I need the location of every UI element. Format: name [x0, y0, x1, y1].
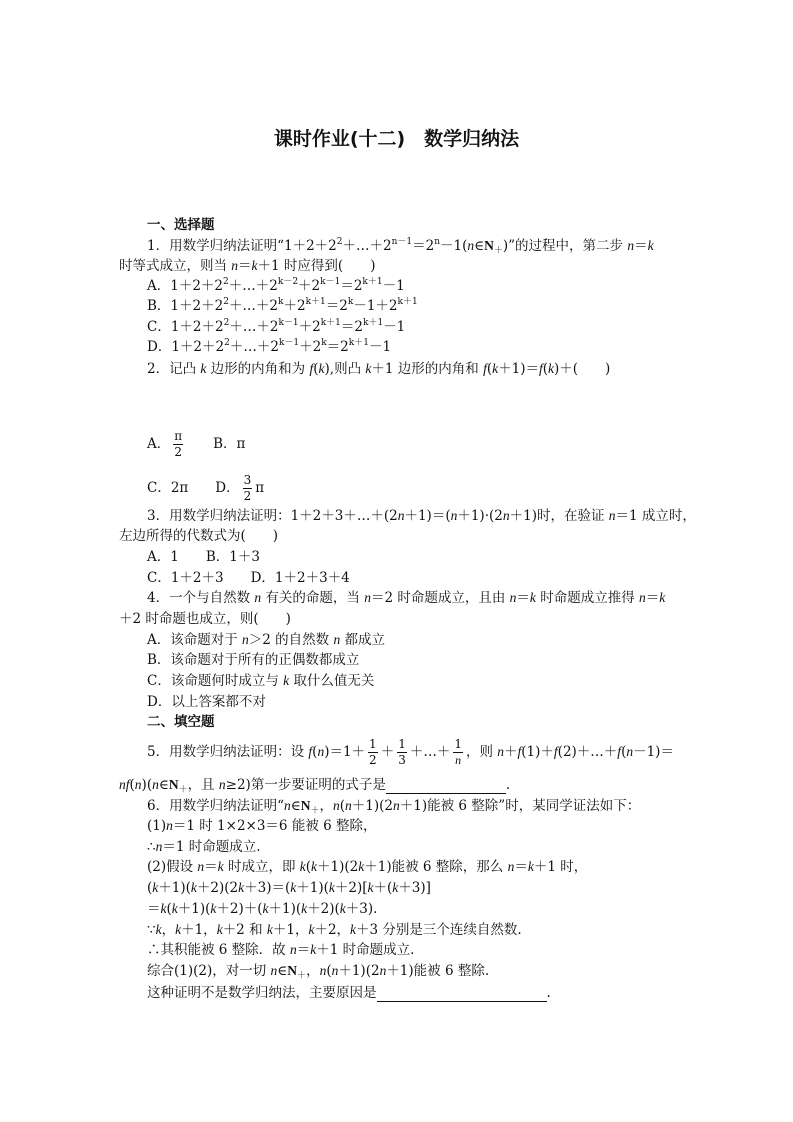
text-run: ＋2	[298, 278, 321, 294]
text-run: ＋	[504, 744, 518, 760]
text-run: k	[210, 901, 217, 916]
text-run: 取什么值无关	[289, 673, 375, 689]
numerator: 3	[243, 473, 252, 487]
fraction	[173, 429, 183, 460]
text-run: ＝	[645, 590, 660, 606]
text-run: n	[270, 963, 278, 978]
denominator: 2	[174, 445, 183, 459]
text-run: ＋1)·(2	[457, 508, 503, 524]
question-3	[147, 507, 696, 525]
text-run: D．1＋2＋2	[147, 339, 225, 355]
text-run: ，且	[187, 777, 219, 793]
text-run: 3．用数学归纳法证明：1＋2＋3＋…＋(2	[147, 508, 398, 524]
text-run: )(	[141, 777, 153, 793]
text-run: ＋1 边形的内角和	[371, 361, 484, 377]
question-1-cont	[119, 257, 375, 275]
text-run: ＝2 时命题成立，且由	[370, 590, 510, 606]
text-run: 一、选择题	[147, 217, 215, 233]
text-run: N	[300, 798, 311, 813]
text-run: ＋3)＝(	[244, 880, 291, 896]
text-run: ＋1)(2	[317, 859, 359, 875]
text-run: n	[467, 238, 475, 253]
proof-line	[147, 838, 261, 856]
text-run: ＝	[238, 258, 252, 274]
text-run: n	[509, 590, 517, 605]
text-run: 2	[223, 318, 230, 328]
text-run: 二、填空题	[147, 714, 215, 730]
text-run: C．1＋2＋2	[147, 319, 224, 335]
text-run: 时等式成立，则当	[119, 258, 232, 274]
text-run: k	[358, 859, 365, 874]
page-title: 课时作业(十二) 数学归纳法	[273, 128, 520, 150]
option-c	[147, 672, 374, 690]
denominator: n	[455, 753, 462, 767]
question-5-cont	[119, 776, 510, 794]
text-run: (	[486, 361, 493, 377]
text-run: ＋2 时命题也成立，则( )	[119, 611, 291, 627]
text-run: ＋…＋2	[342, 238, 392, 254]
text-run: ∈	[277, 963, 288, 979]
text-run: )”的过程中，第二步	[502, 238, 628, 254]
text-run: (2)＋…＋	[557, 744, 618, 760]
text-run: k	[160, 901, 167, 916]
text-run: k	[299, 859, 306, 874]
text-run: n	[627, 238, 635, 253]
text-run: 2．记凸	[147, 361, 201, 377]
numerator: π	[174, 429, 183, 443]
option-b	[147, 651, 359, 669]
text-run: ＋1，	[272, 922, 309, 938]
text-run: )＝1＋	[324, 744, 366, 760]
text-run: ＋1 时应得到( )	[257, 258, 376, 274]
text-run: ＝2	[326, 339, 349, 355]
text-run: ＋2)[	[334, 880, 368, 896]
text-run: B．π	[186, 436, 246, 452]
text-run: ＋1)(	[296, 880, 329, 896]
text-run: k	[266, 922, 273, 937]
text-run: ，则	[465, 744, 498, 760]
text-run: ＋…＋2	[229, 339, 279, 355]
text-run: C．2π D．	[147, 480, 240, 496]
text-run: n	[333, 632, 341, 647]
text-run: n	[434, 237, 441, 247]
text-run: ＋1)能被 6 整除”时，某同学证法如下：	[399, 798, 641, 814]
text-run: k＋1	[305, 297, 326, 307]
text-run: ＝2	[412, 238, 435, 254]
text-run: (	[621, 744, 627, 760]
text-run: ＋	[380, 744, 395, 760]
text-run: ，	[306, 963, 320, 979]
text-run: k＋1	[348, 338, 369, 348]
text-run: k	[318, 361, 325, 376]
question-3-cont	[119, 527, 278, 545]
proof-line	[147, 941, 414, 959]
text-run: n	[197, 859, 205, 874]
text-run: ＋1 时命题成立.	[316, 942, 415, 958]
text-run: n	[166, 818, 173, 833]
text-run: ＋2)(2	[196, 880, 239, 896]
text-run: n	[317, 744, 325, 759]
text-run: ＋2 和	[222, 922, 267, 938]
text-run: k	[659, 590, 666, 605]
text-run: k	[347, 297, 354, 307]
text-run: ＋1)(2	[338, 963, 380, 979]
text-run: 2	[224, 338, 230, 348]
text-run: k	[529, 590, 536, 605]
text-run: ＝2	[340, 278, 363, 294]
text-run: ∴	[147, 839, 156, 855]
text-run: C．该命题何时成立与	[147, 673, 284, 689]
text-run: k	[311, 859, 318, 874]
text-run: n	[626, 744, 634, 759]
text-run: －1	[382, 278, 405, 294]
options-cd	[147, 569, 350, 587]
text-run: 1．用数学归纳法证明“1＋2＋2	[147, 238, 337, 254]
text-run: ＋	[297, 971, 307, 981]
text-run: n	[254, 590, 262, 605]
text-run: ＋1)(	[158, 880, 191, 896]
text-run: n	[242, 632, 249, 647]
proof-line	[147, 962, 489, 980]
text-run: 2	[336, 237, 343, 247]
numerator: 1	[454, 737, 462, 751]
text-run: －1	[368, 339, 392, 355]
text-run: －1)＝	[633, 744, 674, 760]
text-run: ＋1)时，在验证	[509, 508, 609, 524]
text-run: ＝	[296, 942, 311, 958]
text-run: n	[134, 777, 142, 792]
text-run: k	[350, 922, 357, 937]
text-run: f	[517, 744, 522, 759]
text-run: ＋2	[298, 319, 321, 335]
text-run: k	[492, 361, 499, 376]
text-run: (1)＋	[521, 744, 554, 760]
text-run: A．该命题对于	[147, 632, 243, 648]
question-2	[147, 360, 610, 378]
text-run: 5．用数学归纳法证明：设	[147, 744, 309, 760]
text-run: ∈	[474, 238, 485, 254]
text-run: ＝2	[325, 298, 348, 314]
option-d	[147, 338, 391, 356]
text-run: ∴其积能被 6 整除．故	[147, 942, 290, 958]
text-run: k＋1	[362, 277, 383, 287]
text-run: n	[218, 777, 226, 792]
text-run: n	[639, 590, 646, 605]
text-run: ＋	[178, 785, 188, 795]
text-run: k	[216, 922, 223, 937]
text-run: k－1	[320, 277, 341, 287]
text-run: ＋1)(	[177, 901, 211, 917]
text-run: －1＋2	[353, 298, 398, 314]
text-run: ＋3).	[345, 901, 378, 917]
proof-line	[147, 858, 587, 876]
text-run: 4．一个与自然数	[147, 590, 255, 606]
text-run: ＋2)＋(	[216, 901, 263, 917]
option-c	[147, 318, 405, 336]
proof-line	[147, 900, 377, 918]
text-run: k	[290, 880, 297, 895]
text-run: n	[397, 508, 405, 523]
denominator: 2	[369, 753, 377, 767]
text-run: 2	[223, 277, 229, 287]
text-run: n	[231, 258, 239, 273]
text-run: (	[312, 744, 318, 760]
answer-blank	[386, 779, 506, 794]
text-run: －1	[383, 319, 406, 335]
text-run: nf	[119, 777, 130, 792]
numerator: 1	[369, 737, 377, 751]
text-run: (	[166, 901, 172, 917]
text-run: k＋1	[320, 318, 341, 328]
text-run: n	[289, 942, 297, 957]
text-run: n	[345, 798, 352, 813]
text-run: ＋1)能被 6 整除.	[386, 963, 490, 979]
text-run: ，	[319, 798, 334, 814]
option-a	[147, 631, 385, 649]
fraction	[453, 737, 463, 768]
fraction	[397, 737, 407, 768]
option-b	[147, 297, 418, 315]
proof-line	[147, 817, 377, 835]
text-run: ＋2	[283, 298, 306, 314]
numerator: 1	[398, 737, 406, 751]
options-ab	[147, 429, 245, 460]
text-run: n	[331, 963, 339, 978]
text-run: (1)	[147, 818, 167, 834]
text-run: ＋…＋2	[228, 298, 279, 314]
denominator: 2	[243, 489, 252, 503]
text-run: n	[333, 798, 340, 813]
text-run: k	[175, 922, 182, 937]
text-run: ＝	[147, 901, 161, 917]
text-run: k	[321, 338, 327, 348]
text-run: ＝	[204, 859, 218, 875]
text-run: 都成立	[340, 632, 386, 648]
answer-blank	[377, 987, 547, 1002]
question-6-blank-line	[147, 984, 551, 1002]
text-run: k	[278, 297, 284, 307]
text-run: 综合(1)(2)，对一切	[147, 963, 271, 979]
text-run: A．1＋2＋2	[147, 278, 224, 294]
text-run: (2)假设	[147, 859, 198, 875]
text-run: n	[502, 508, 510, 523]
text-run: ＝1 时 1×2×3＝6 能被 6 整除，	[172, 818, 377, 834]
text-run: ＋…＋2	[228, 278, 278, 294]
text-run: N	[484, 238, 494, 253]
section-heading	[147, 216, 215, 234]
text-run: 时命题成立推得	[535, 590, 639, 606]
section-heading	[147, 713, 215, 731]
text-run: (	[147, 880, 153, 896]
text-run: 左边所得的代数式为( )	[119, 528, 279, 544]
text-run: 时成立，即	[223, 859, 300, 875]
text-run: k－2	[277, 277, 299, 287]
text-run: (	[305, 859, 312, 875]
text-run: f	[617, 744, 622, 759]
text-run: f	[308, 744, 313, 759]
text-run: n	[507, 859, 515, 874]
text-run: B．1＋2＋2	[147, 298, 224, 314]
text-run: k	[251, 258, 258, 273]
text-run: ＋…＋	[409, 744, 451, 760]
proof-line	[147, 921, 522, 939]
question-4-cont	[119, 610, 291, 628]
proof-line	[147, 879, 431, 897]
text-run: n	[608, 508, 616, 523]
text-run: ＋	[310, 806, 320, 816]
text-run: ＋1)＝(	[404, 508, 451, 524]
text-run: ∵	[147, 922, 156, 938]
text-run: k－1	[278, 338, 300, 348]
text-run: n	[155, 839, 163, 854]
text-run: π	[255, 480, 265, 496]
text-run: 6．用数学归纳法证明“	[147, 798, 284, 814]
text-run: N	[168, 777, 179, 792]
text-run: ＝	[516, 590, 530, 606]
text-run: k	[392, 880, 399, 895]
text-run: ≥2)第一步要证明的式子是	[225, 777, 386, 793]
text-run: .	[505, 777, 511, 793]
fraction	[368, 737, 378, 768]
text-run: ＋…＋2	[229, 319, 279, 335]
text-run: ＞2 的自然数	[248, 632, 334, 648]
text-run: f	[538, 361, 543, 376]
text-run: A．	[147, 436, 171, 452]
text-run: ＋	[493, 246, 503, 256]
text-run: k＋1	[363, 318, 384, 328]
text-run: C．1＋2＋3 D．1＋2＋3＋4	[147, 570, 350, 586]
text-run: 2	[223, 297, 229, 307]
options-ab	[147, 548, 260, 566]
text-run: n	[497, 744, 505, 759]
text-run: ＝	[514, 859, 528, 875]
text-run: n	[152, 777, 159, 792]
denominator: 3	[398, 753, 406, 767]
text-run: k	[365, 361, 372, 376]
text-run: k	[152, 880, 159, 895]
text-run: 有关的命题，当	[261, 590, 365, 606]
text-run: (	[326, 963, 332, 979]
text-run: ＋3)]	[398, 880, 431, 896]
text-run: n	[284, 798, 291, 813]
text-run: k	[283, 673, 290, 688]
text-run: n	[379, 963, 387, 978]
text-run: k	[527, 859, 534, 874]
fraction	[243, 473, 253, 504]
text-run: ＋3 分别是三个连续自然数.	[356, 922, 522, 938]
text-run: ＋1 时，	[533, 859, 588, 875]
text-run: k	[328, 880, 335, 895]
text-run: 这种证明不是数学归纳法，主要原因是	[147, 985, 377, 1001]
text-run: f	[553, 744, 558, 759]
text-run: ＋2，	[314, 922, 351, 938]
text-run: (	[339, 798, 346, 814]
text-run: D．以上答案都不对	[147, 694, 266, 710]
text-run: ＋2	[299, 339, 322, 355]
text-run: ∈	[158, 777, 169, 793]
text-run: n	[450, 508, 458, 523]
text-run: k	[367, 880, 374, 895]
text-run: ＋2)(	[307, 901, 340, 917]
text-run: 边形的内角和为	[206, 361, 310, 377]
text-run: ＝1 时命题成立.	[162, 839, 261, 855]
question-1	[147, 237, 654, 255]
text-run: k	[262, 901, 269, 916]
text-run: (	[129, 777, 135, 793]
text-run: k	[310, 942, 317, 957]
options-cd	[147, 473, 264, 504]
question-4	[147, 589, 665, 607]
text-run: n	[364, 590, 371, 605]
text-run: k	[155, 922, 162, 937]
text-run: (	[542, 361, 549, 377]
text-run: .	[546, 985, 551, 1001]
text-run: ，	[161, 922, 176, 938]
text-run: N	[287, 963, 298, 978]
text-run: n	[393, 798, 400, 813]
text-run: k	[200, 361, 207, 376]
text-run: k	[301, 901, 308, 916]
text-run: k	[217, 859, 224, 874]
text-run: k	[190, 880, 197, 895]
text-run: f	[309, 361, 314, 376]
question-6	[147, 797, 640, 815]
text-run: ＋1)能被 6 整除，那么	[364, 859, 508, 875]
text-run: k	[548, 361, 555, 376]
text-run: )＋( )	[554, 361, 611, 377]
question-5	[147, 737, 674, 768]
text-run: n－1	[391, 237, 413, 247]
option-d	[147, 693, 266, 711]
text-run: ∈	[290, 798, 301, 814]
text-run: ＝2	[340, 319, 363, 335]
text-run: k	[238, 880, 245, 895]
text-run: k	[647, 238, 654, 253]
text-run: A．1 B．1＋3	[147, 549, 260, 565]
text-run: ＋1)＝	[498, 361, 539, 377]
text-run: ＋(	[373, 880, 393, 896]
option-a	[147, 277, 405, 295]
text-run: k	[308, 922, 315, 937]
text-run: ＋1)(	[268, 901, 302, 917]
text-run: k	[171, 901, 178, 916]
text-run: －1(	[440, 238, 468, 254]
text-run: (	[313, 361, 319, 377]
text-run: ),则凸	[324, 361, 366, 377]
text-run: ＝1 成立时，	[615, 508, 696, 524]
text-run: ＝	[634, 238, 648, 254]
text-run: ＋1，	[181, 922, 217, 938]
text-run: B．该命题对于所有的正偶数都成立	[147, 652, 360, 668]
text-run: k－1	[278, 318, 299, 328]
text-run: ＋1)(2	[351, 798, 394, 814]
text-run: f	[483, 361, 487, 376]
text-run: n	[319, 963, 327, 978]
text-run: k	[339, 901, 346, 916]
text-run: k＋1	[397, 297, 418, 307]
